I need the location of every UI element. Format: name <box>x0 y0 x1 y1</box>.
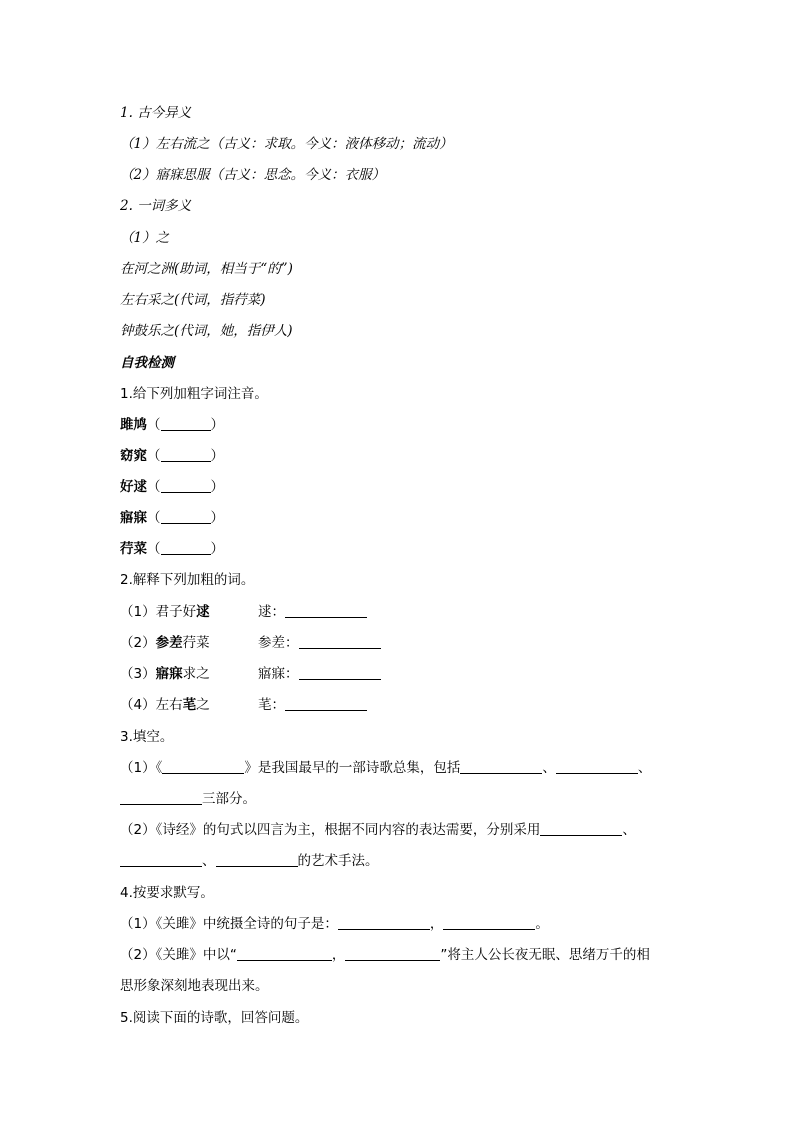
answer-blank[interactable] <box>120 790 202 805</box>
q1-row-3: 好逑（ ） <box>120 479 224 495</box>
answer-blank[interactable] <box>161 447 211 462</box>
q2-item-2: （2）参差荇菜 <box>120 635 210 651</box>
answer-blank[interactable] <box>345 946 440 961</box>
gujin-item-1: （1）左右流之（古义：求取。今义：液体移动；流动） <box>120 136 453 152</box>
question-4: 4.按要求默写。 <box>120 885 214 901</box>
q1-row-1: 雎鸠（ ） <box>120 417 224 433</box>
answer-blank[interactable] <box>237 946 332 961</box>
q2-bold-word: 芼 <box>182 697 197 713</box>
q2-answer-3: 寤寐： <box>258 664 381 684</box>
q4-line-1: （1）《关雎》中统摄全诗的句子是： ， 。 <box>120 916 549 932</box>
question-3: 3.填空。 <box>120 729 174 745</box>
q3-line-2: 三部分。 <box>120 789 256 809</box>
answer-blank[interactable] <box>338 915 430 930</box>
answer-blank[interactable] <box>161 478 211 493</box>
q2-item-4: （4）左右芼之 <box>120 697 210 713</box>
question-5: 5.阅读下面的诗歌，回答问题。 <box>120 1010 309 1026</box>
q1-word: 窈窕 <box>120 448 147 464</box>
q3-line-4: 、 的艺术手法。 <box>120 851 379 871</box>
q2-answer-1: 逑： <box>258 602 367 622</box>
answer-blank[interactable] <box>285 603 367 618</box>
q1-row-4: 寤寐（ ） <box>120 510 224 526</box>
q2-item-3: （3）寤寐求之 <box>120 666 210 682</box>
answer-blank[interactable] <box>460 759 542 774</box>
q1-word: 寤寐 <box>120 510 147 526</box>
q2-bold-word: 逑 <box>196 604 210 620</box>
question-1: 1.给下列加粗字词注音。 <box>120 386 268 402</box>
q2-bold-word: 寤寐 <box>155 666 183 682</box>
answer-blank[interactable] <box>556 759 638 774</box>
q1-row-5: 荇菜（ ） <box>120 541 224 557</box>
q1-word: 好逑 <box>120 479 147 495</box>
q3-line-3: （2）《诗经》的句式以四言为主，根据不同内容的表达需要，分别采用 、 <box>120 822 636 838</box>
answer-blank[interactable] <box>299 634 381 649</box>
q2-answer-4: 芼： <box>258 695 367 715</box>
yici-example-a: 在河之洲(助词，相当于“的”) <box>120 261 293 277</box>
self-test-heading: 自我检测 <box>120 355 174 371</box>
answer-blank[interactable] <box>120 852 202 867</box>
q4-line-3: 思形象深刻地表现出来。 <box>120 978 269 994</box>
q4-line-2: （2）《关雎》中以“ ， ”将主人公长夜无眠、思绪万千的相 <box>120 947 650 963</box>
answer-blank[interactable] <box>285 696 367 711</box>
section-title-gujin: 1. 古今异义 <box>120 105 192 121</box>
q1-word: 雎鸠 <box>120 417 147 433</box>
q1-row-2: 窈窕（ ） <box>120 448 224 464</box>
q1-word: 荇菜 <box>120 541 147 557</box>
answer-blank[interactable] <box>162 759 244 774</box>
question-2: 2.解释下列加粗的词。 <box>120 572 255 588</box>
gujin-item-2: （2）寤寐思服（古义：思念。今义：衣服） <box>120 167 386 183</box>
answer-blank[interactable] <box>216 852 298 867</box>
answer-blank[interactable] <box>299 665 381 680</box>
answer-blank[interactable] <box>161 416 211 431</box>
yici-example-c: 钟鼓乐之(代词，她，指伊人) <box>120 323 293 339</box>
section-title-yici: 2. 一词多义 <box>120 198 192 214</box>
q2-bold-word: 参差 <box>155 635 183 651</box>
q3-line-1: （1）《 》是我国最早的一部诗歌总集，包括 、 、 <box>120 760 652 776</box>
answer-blank[interactable] <box>540 821 622 836</box>
answer-blank[interactable] <box>161 509 211 524</box>
yici-item-1: （1）之 <box>120 230 170 246</box>
q2-item-1: （1）君子好逑 <box>120 604 210 620</box>
answer-blank[interactable] <box>161 540 211 555</box>
q2-answer-2: 参差： <box>258 633 381 653</box>
yici-example-b: 左右采之(代词，指荇菜) <box>120 292 266 308</box>
answer-blank[interactable] <box>443 915 535 930</box>
